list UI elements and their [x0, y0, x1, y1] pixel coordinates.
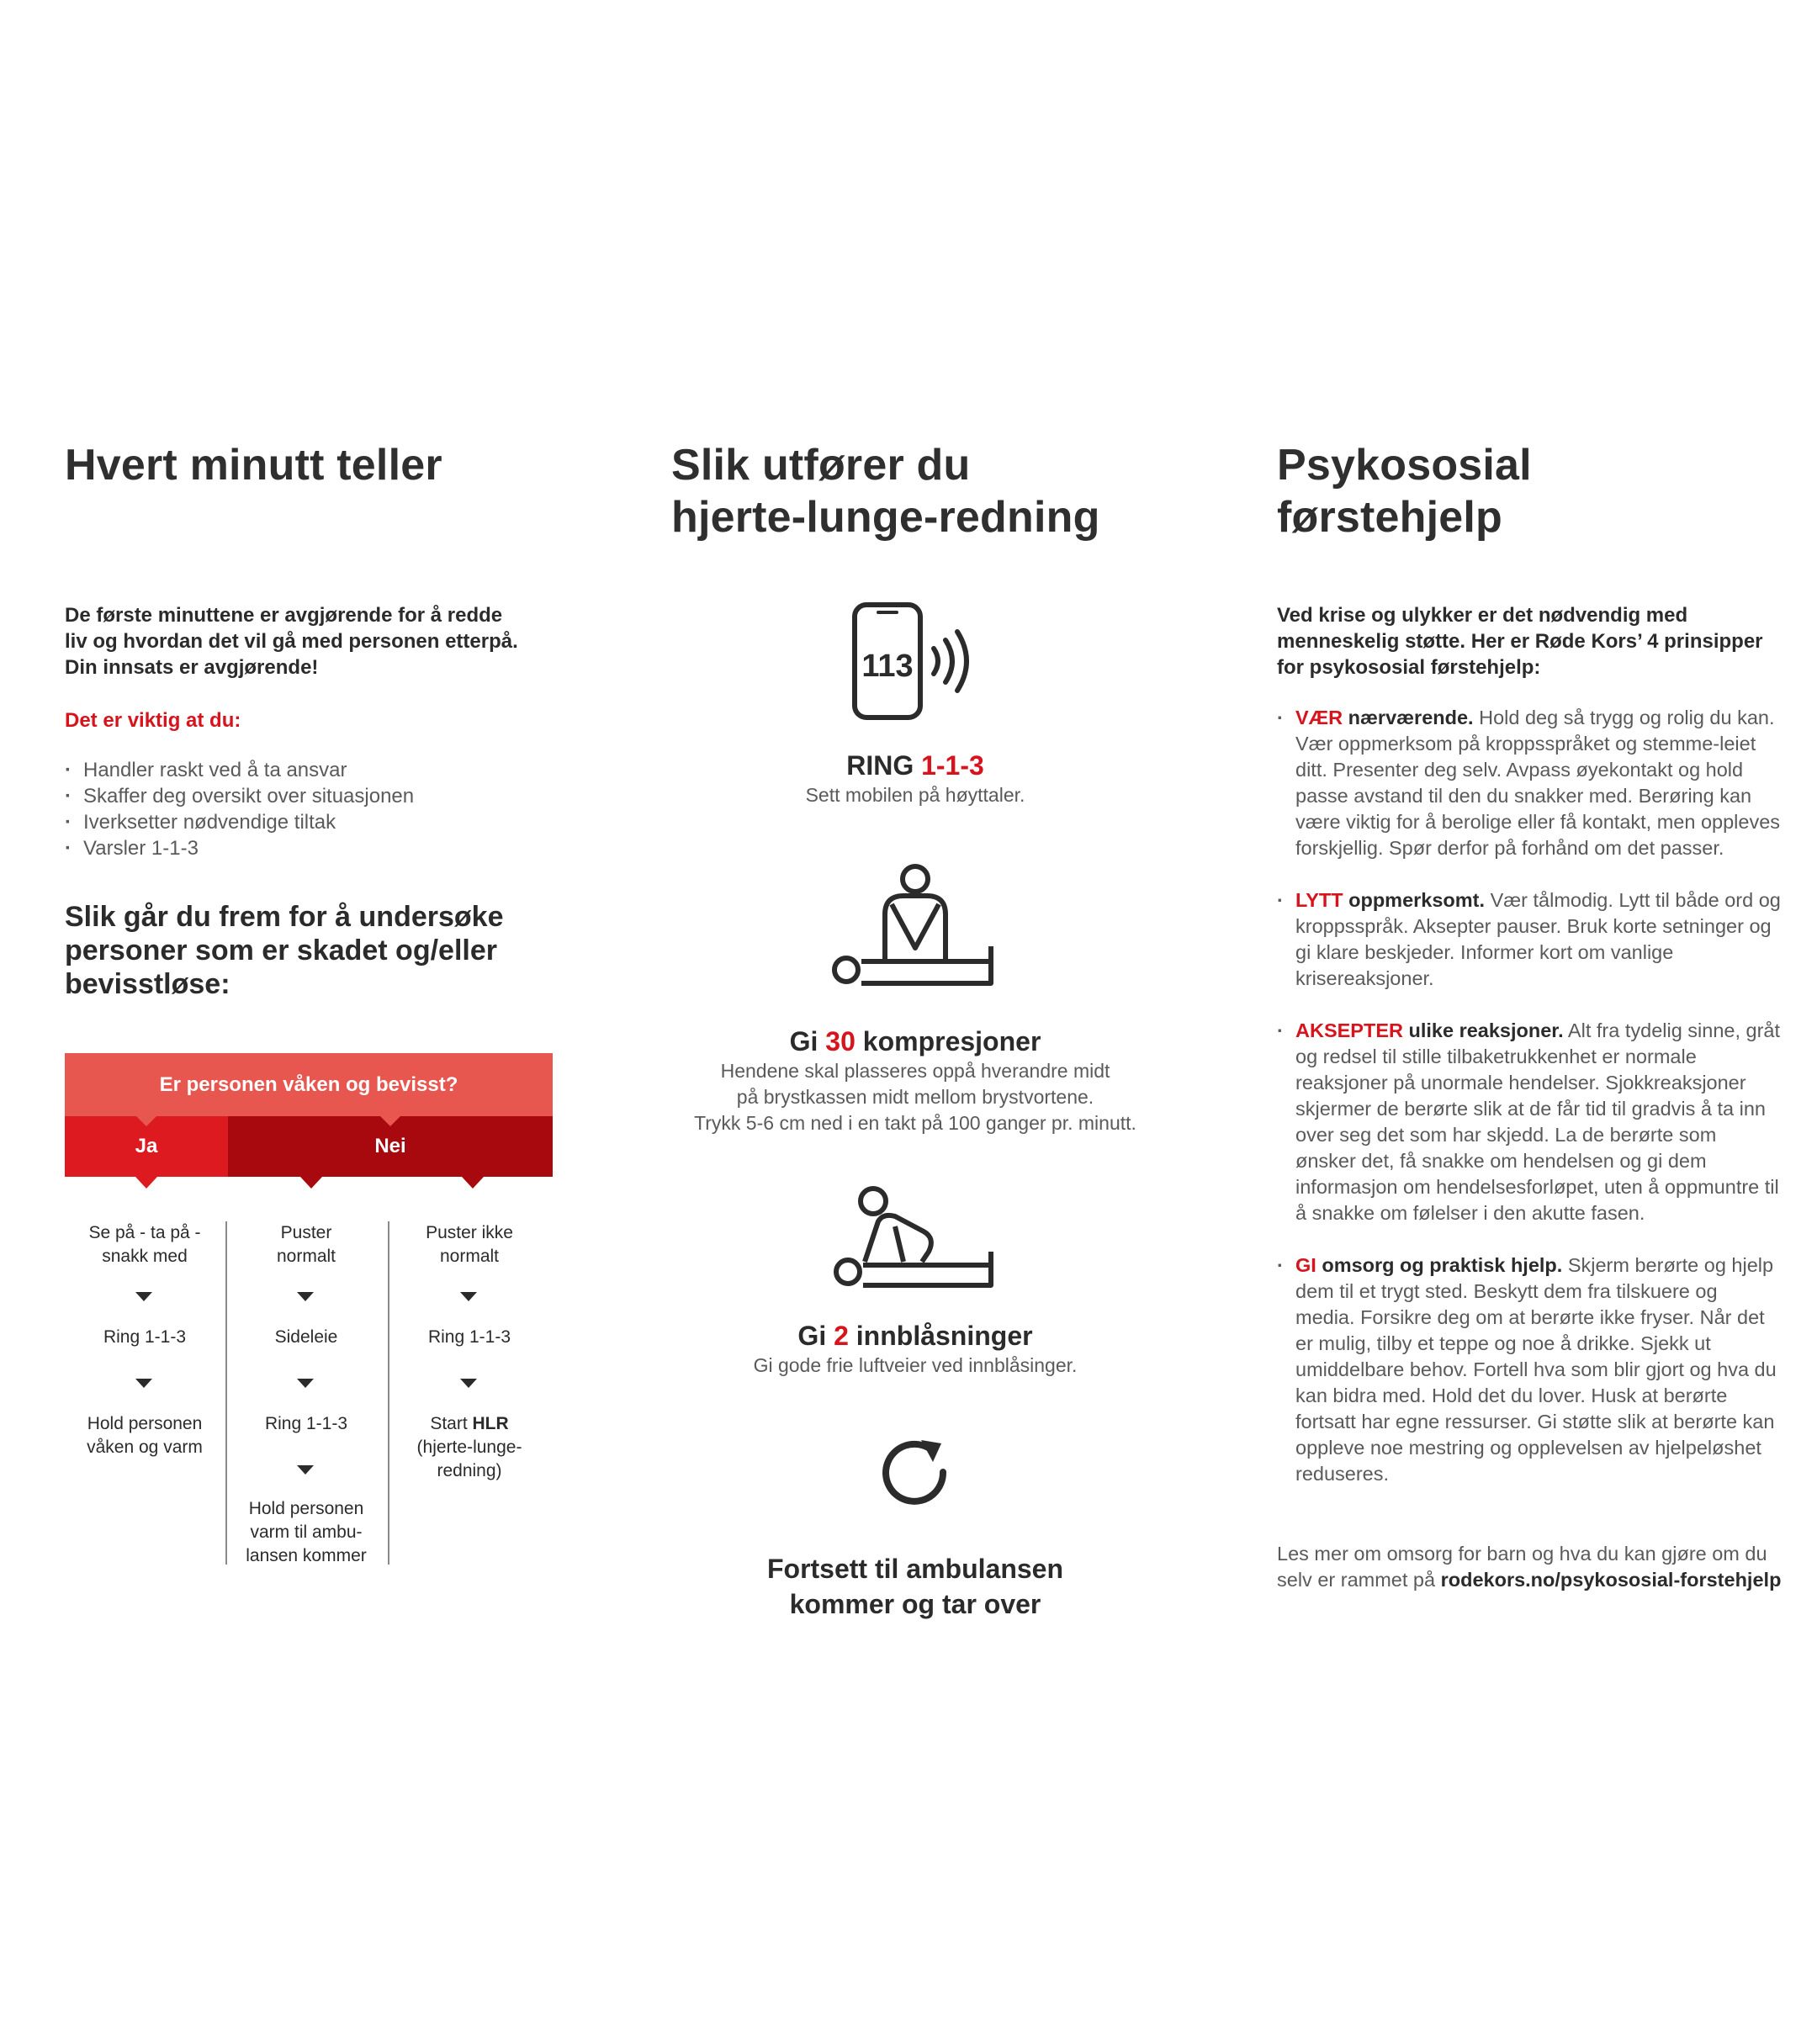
read-more-link[interactable]: rodekors.no/psykososial-forstehjelp [1440, 1569, 1782, 1591]
principle-key: AKSEPTER [1295, 1019, 1403, 1041]
intro-line: menneskelig støtte. Her er Røde Kors’ 4 prinsipper [1277, 630, 1763, 653]
intro-line: Ved krise og ulykker er det nødvendig med [1277, 604, 1688, 627]
phone-number: 113 [861, 649, 914, 684]
flow-step-line: våken og varm [87, 1438, 203, 1457]
step-compressions-title [671, 1025, 1159, 1058]
intro-line: Din innsats er avgjørende! [65, 656, 319, 679]
step-title-text: Gi [789, 1026, 826, 1056]
subtitle-line: Slik går du frem for å undersøke [65, 901, 504, 933]
arrow-down-icon [297, 1292, 314, 1301]
step-title-text: Gi [797, 1321, 834, 1351]
principle-text: Vær tålmodig. Lytt til både ord og kroppsspråk. Aksepter pauser. Bruk korte setninger og gi klare beskjeder. Informer kort om vanlige krisereaksjoner. [1295, 889, 1781, 989]
important-list [65, 757, 414, 861]
flow-step-line: Se på - ta på - [88, 1223, 201, 1242]
step-title-text: innblåsninger [848, 1321, 1033, 1351]
list-item: · Varsler 1-1-3 [65, 835, 414, 861]
title-line: Fortsett til ambulansen [766, 1554, 1064, 1584]
flow-yes-label: Ja [135, 1135, 158, 1157]
step-breaths-desc: Gi gode frie luftveier ved innblåsinger. [753, 1354, 1078, 1376]
important-label: Det er viktig at du: [65, 709, 241, 732]
desc-line: Trykk 5-6 cm ned i en takt på 100 ganger pr. minutt. [694, 1112, 1136, 1134]
title-line: førstehjelp [1277, 493, 1503, 542]
flow-step-line: normalt [276, 1247, 336, 1266]
flow-step-line: (hjerte-lunge- [416, 1438, 522, 1457]
flow-yes [65, 1116, 228, 1177]
subtitle-line: personer som er skadet og/eller [65, 935, 497, 966]
intro-line: liv og hvordan det vil gå med personen etterpå. [65, 630, 518, 653]
step-title-text: RING [846, 750, 922, 781]
flow-question: Er personen våken og bevisst? [65, 1053, 553, 1116]
flow-step [226, 1221, 386, 1268]
principle-keyword: omsorg og praktisk hjelp. [1316, 1254, 1563, 1276]
middle-title [671, 439, 1193, 543]
flow-step-line [389, 1412, 549, 1436]
arrow-down-icon [462, 1177, 484, 1189]
arrow-down-icon [460, 1292, 477, 1301]
left-intro [65, 602, 569, 680]
flow-no [228, 1116, 553, 1177]
rescue-breath-icon [823, 1184, 1008, 1294]
flow-step [389, 1221, 549, 1268]
arrow-down-icon [297, 1379, 314, 1388]
phone-icon [848, 601, 983, 723]
flow-step: Ring 1-1-3 [103, 1327, 187, 1347]
step-call [671, 601, 1159, 808]
principle-item [1277, 1018, 1782, 1226]
arrow-down-icon [460, 1379, 477, 1388]
flow-step [65, 1412, 225, 1459]
step-breaths [671, 1184, 1159, 1379]
step-call-title [671, 749, 1159, 782]
principle-text: Alt fra tydelig sinne, gråt og redsel til stille tilbaketrukkenhet er normale reaksjoner på unormale hendelser. Sjokkreaksjoner skjermer de berørte slik at de får tid til gradvis å ta inn over seg det som har skjedd. La de berørte som ønsker det, få snakke om hendelsen og gi dem informasjon om hendelsesforløpet, uten å oppmuntre til å snakke om følelser i den akutte fasen. [1295, 1019, 1781, 1224]
right-intro [1277, 602, 1782, 680]
desc-line: på brystkassen midt mellom brystvortene. [736, 1086, 1094, 1108]
flow-step [226, 1497, 386, 1568]
intro-line: for psykososial førstehjelp: [1277, 656, 1541, 679]
step-title-text: kompresjoner [855, 1026, 1041, 1056]
left-title: Hvert minutt teller [65, 441, 442, 490]
step-compressions-desc [671, 1058, 1159, 1136]
flow-step-line: redning) [437, 1461, 502, 1480]
title-line: kommer og tar over [789, 1589, 1041, 1619]
list-item: · Skaffer deg oversikt over situasjonen [65, 783, 414, 809]
step-continue-title [671, 1551, 1159, 1622]
repeat-icon [877, 1435, 953, 1511]
intro-line: De første minuttene er avgjørende for å redde [65, 604, 503, 627]
principle-item [1277, 1252, 1782, 1487]
cpr-compression-icon [823, 862, 1008, 993]
flow-step-line: Hold personen [87, 1414, 203, 1433]
principle-text: Skjerm berørte og hjelp dem til et trygt sted. Beskytt dem fra tilskuere og media. Forsikre deg om at berørte ikke fryser. Når det er mulig, tilby et teppe og noe å drikke. Sjekk ut umiddelbare behov. Fortell hva som blir gjort og hva du kan bidra med. Hold det du lover. Husk at berørte fortsatt har egne ressurser. Gi støtte slik at berørte kan oppleve noe mestring og opplevelsen av hjelpeløshet reduseres. [1295, 1254, 1777, 1485]
flow-step-line: normalt [439, 1247, 500, 1266]
step-highlight: 30 [825, 1026, 856, 1056]
flow-step: Ring 1-1-3 [264, 1414, 348, 1433]
flow-answers [65, 1116, 553, 1177]
read-more-text: Les mer om omsorg for barn og hva du kan gjøre om du selv er rammet på [1277, 1543, 1767, 1591]
step-continue [671, 1435, 1159, 1622]
step-compressions [671, 862, 1159, 1136]
flow-no-label: Nei [374, 1135, 406, 1157]
principle-key: VÆR [1295, 707, 1343, 728]
arrow-down-icon [379, 1115, 401, 1126]
flow-step-text: Start [430, 1414, 473, 1433]
arrow-down-icon [300, 1177, 322, 1189]
title-line: Psykososial [1277, 441, 1532, 490]
desc-line: Hendene skal plasseres oppå hverandre midt [720, 1060, 1110, 1082]
flow-step [65, 1221, 225, 1268]
flow-step-line: lansen kommer [246, 1546, 367, 1565]
assessment-subtitle [65, 900, 569, 1001]
flow-step: Sideleie [274, 1327, 338, 1347]
arrow-down-icon [135, 1292, 152, 1301]
flow-step [389, 1412, 549, 1483]
arrow-down-icon [135, 1177, 157, 1189]
subtitle-line: bevisstløse: [65, 968, 230, 1000]
right-title [1277, 439, 1532, 543]
arrow-down-icon [135, 1115, 157, 1126]
flow-step: Ring 1-1-3 [427, 1327, 511, 1347]
divider [388, 1221, 389, 1565]
flow-step-line: Puster ikke [426, 1223, 513, 1242]
title-line: Slik utfører du [671, 441, 971, 490]
flow-step-line: Hold personen [248, 1499, 364, 1518]
principle-key: LYTT [1295, 889, 1343, 911]
principle-item [1277, 705, 1782, 861]
step-highlight: 1-1-3 [921, 750, 984, 781]
arrow-down-icon [297, 1465, 314, 1475]
principle-keyword: ulike reaksjoner. [1402, 1019, 1564, 1041]
arrow-down-icon [135, 1379, 152, 1388]
flow-branches [65, 1221, 553, 1566]
principles-list [1277, 705, 1782, 1513]
step-call-desc: Sett mobilen på høyttaler. [805, 784, 1025, 806]
principle-item [1277, 887, 1782, 992]
list-item: · Handler raskt ved å ta ansvar [65, 757, 414, 783]
flow-step-line: snakk med [102, 1247, 188, 1266]
flow-step-line: Puster [280, 1223, 332, 1242]
step-breaths-title [671, 1319, 1159, 1353]
principle-text: Hold deg så trygg og rolig du kan. Vær oppmerksom på kroppsspråket og stemme-leiet ditt. Presenter deg selv. Avpass øyekontakt og hold passe avstand til den du snakker med. Berøring kan være viktig for å berolige eller få kontakt, men oppleves forskjellig. Spør derfor på forhånd om det passer. [1295, 707, 1781, 859]
flow-step-line: varm til ambu- [250, 1522, 363, 1542]
hlr-label: HLR [472, 1414, 509, 1433]
assessment-flowchart [65, 1053, 553, 1565]
title-line: hjerte-lunge-redning [671, 493, 1100, 542]
principle-keyword: oppmerksomt. [1343, 889, 1486, 911]
principle-key: GI [1295, 1254, 1316, 1276]
read-more [1277, 1541, 1790, 1593]
list-item: · Iverksetter nødvendige tiltak [65, 809, 414, 835]
step-highlight: 2 [834, 1321, 849, 1351]
principle-keyword: nærværende. [1343, 707, 1474, 728]
